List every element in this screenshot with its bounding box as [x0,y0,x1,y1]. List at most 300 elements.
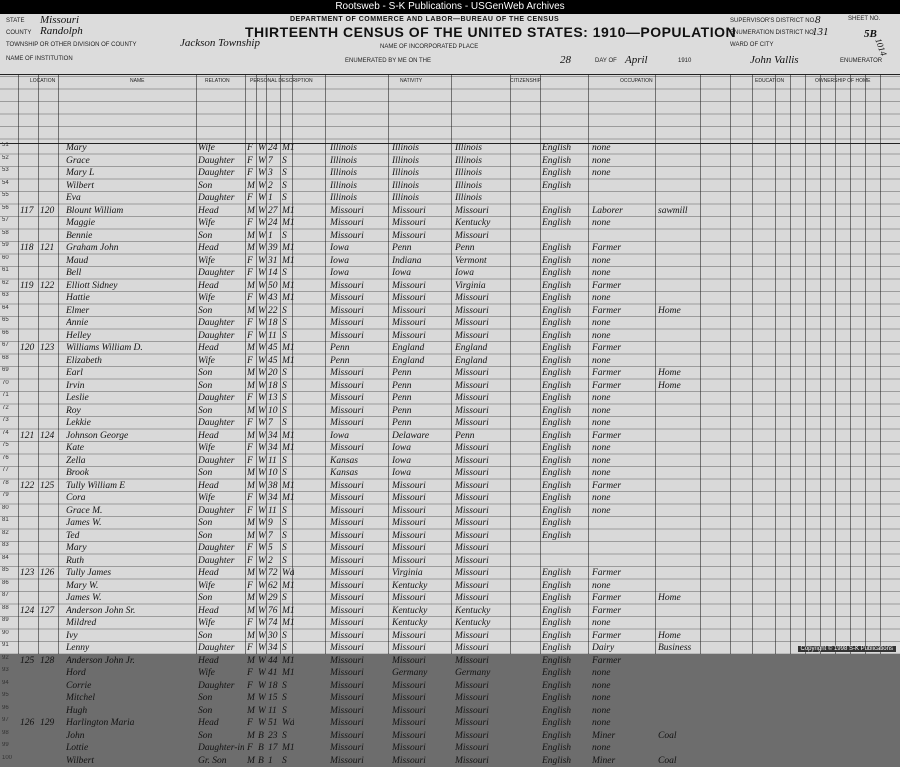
sex: M [247,755,256,767]
relation: Son [198,380,244,393]
state-label: STATE [6,18,24,24]
birthplace: Illinois [330,192,388,205]
relation: Head [198,205,244,218]
table-row [0,242,900,255]
table-row [0,305,900,318]
industry: Home [658,592,700,605]
sex: F [247,505,256,518]
language: English [542,492,588,505]
race: W [258,430,266,443]
language: English [542,667,588,680]
marital-status: M1 [282,205,294,218]
birthplace: Missouri [330,492,388,505]
occupation: none [592,617,654,630]
marital-status: S [282,380,294,393]
table-row [0,205,900,218]
line-number: 66 [2,330,16,336]
age: 34 [268,492,280,505]
person-name: Maggie [66,217,194,230]
mother-birthplace: Missouri [455,492,510,505]
age: 20 [268,367,280,380]
sex: M [247,705,256,718]
relation: Daughter [198,267,244,280]
father-birthplace: Virginia [392,567,450,580]
relation: Daughter [198,192,244,205]
relation: Daughter [198,330,244,343]
relation: Wife [198,255,244,268]
birthplace: Missouri [330,292,388,305]
mother-birthplace: Missouri [455,592,510,605]
age: 2 [268,180,280,193]
sex: M [247,242,256,255]
column-header-band [0,74,900,144]
marital-status: M1 [282,655,294,668]
enumerator-label: ENUMERATOR [840,58,882,64]
mother-birthplace: Illinois [455,155,510,168]
marital-status: Wd [282,567,294,580]
father-birthplace: Illinois [392,142,450,155]
occupation: none [592,255,654,268]
race: W [258,155,266,168]
race: W [258,567,266,580]
mother-birthplace: Virginia [455,280,510,293]
table-row [0,405,900,418]
person-name: Helley [66,330,194,343]
father-birthplace: Penn [392,405,450,418]
industry: Business [658,642,700,655]
age: 13 [268,392,280,405]
sex: F [247,167,256,180]
race: W [258,692,266,705]
father-birthplace: Missouri [392,317,450,330]
mother-birthplace: Germany [455,667,510,680]
mother-birthplace: Penn [455,242,510,255]
marital-status: S [282,305,294,318]
relation: Wife [198,292,244,305]
birthplace: Missouri [330,317,388,330]
census-title: THIRTEENTH CENSUS OF THE UNITED STATES: 1910—POPULATION [245,24,736,40]
father-birthplace: Missouri [392,717,450,730]
marital-status: S [282,330,294,343]
father-birthplace: Missouri [392,505,450,518]
father-birthplace: Missouri [392,692,450,705]
mother-birthplace: Illinois [455,180,510,193]
occupation: none [592,667,654,680]
person-name: Anderson John Jr. [66,655,194,668]
language: English [542,142,588,155]
institution-label: NAME OF INSTITUTION [6,56,73,62]
county-value: Randolph [40,25,83,37]
father-birthplace: Indiana [392,255,450,268]
relation: Son [198,630,244,643]
marital-status: M1 [282,617,294,630]
age: 7 [268,417,280,430]
line-number: 86 [2,580,16,586]
industry: sawmill [658,205,700,218]
table-row [0,605,900,618]
table-row [0,367,900,380]
sex: F [247,580,256,593]
person-name: Corrie [66,680,194,693]
occupation: none [592,717,654,730]
person-name: Hugh [66,705,194,718]
table-row [0,267,900,280]
sheet-header [0,14,900,74]
table-row [0,180,900,193]
relation: Son [198,230,244,243]
occupation: Farmer [592,567,654,580]
occupation: none [592,705,654,718]
line-number: 95 [2,692,16,698]
father-birthplace: Missouri [392,492,450,505]
enumerated-month: April [625,54,648,66]
person-name: Grace [66,155,194,168]
family-number: 129 [40,717,58,730]
language: English [542,530,588,543]
person-name: Kate [66,442,194,455]
marital-status: M1 [282,480,294,493]
mother-birthplace: Missouri [455,505,510,518]
birthplace: Missouri [330,705,388,718]
language: English [542,642,588,655]
family-number: 122 [40,280,58,293]
relation: Head [198,717,244,730]
table-row [0,492,900,505]
occupation: none [592,155,654,168]
enumerated-day: 28 [560,54,571,66]
line-number: 61 [2,267,16,273]
person-name: Elizabeth [66,355,194,368]
language: English [542,455,588,468]
supervisor-value: 8 [815,14,821,26]
sex: F [247,680,256,693]
department-heading: DEPARTMENT OF COMMERCE AND LABOR—BUREAU OF THE CENSUS [290,16,559,23]
father-birthplace: Missouri [392,205,450,218]
family-number: 123 [40,342,58,355]
sex: F [247,217,256,230]
sex: F [247,267,256,280]
birthplace: Iowa [330,430,388,443]
race: W [258,605,266,618]
day-of-label: DAY OF [595,58,617,64]
marital-status: M1 [282,280,294,293]
age: 76 [268,605,280,618]
race: B [258,742,266,755]
sex: F [247,642,256,655]
language: English [542,480,588,493]
person-name: Roy [66,405,194,418]
age: 34 [268,442,280,455]
birthplace: Missouri [330,230,388,243]
language: English [542,305,588,318]
language: English [542,405,588,418]
dwelling-number: 124 [20,605,38,618]
line-number: 65 [2,317,16,323]
father-birthplace: Missouri [392,730,450,743]
relation: Wife [198,580,244,593]
occupation: none [592,317,654,330]
language: English [542,605,588,618]
relation: Daughter [198,167,244,180]
sex: M [247,567,256,580]
sheet-label: SHEET NO. [848,16,880,22]
language: English [542,242,588,255]
relation: Wife [198,355,244,368]
language: English [542,755,588,767]
line-number: 70 [2,380,16,386]
person-name: Mary W. [66,580,194,593]
race: W [258,192,266,205]
language: English [542,705,588,718]
birthplace: Missouri [330,442,388,455]
marital-status: M1 [282,430,294,443]
sex: M [247,467,256,480]
age: 51 [268,717,280,730]
age: 22 [268,305,280,318]
occupation: Farmer [592,630,654,643]
marital-status: S [282,467,294,480]
race: W [258,380,266,393]
person-name: Ted [66,530,194,543]
marital-status: M1 [282,355,294,368]
sex: F [247,667,256,680]
line-number: 53 [2,167,16,173]
birthplace: Missouri [330,392,388,405]
line-number: 88 [2,605,16,611]
father-birthplace: Penn [392,417,450,430]
table-row [0,630,900,643]
father-birthplace: Missouri [392,517,450,530]
father-birthplace: Missouri [392,230,450,243]
relation: Daughter [198,642,244,655]
person-name: Mary [66,142,194,155]
person-name: Maud [66,255,194,268]
age: 17 [268,742,280,755]
birthplace: Missouri [330,692,388,705]
dwelling-number: 120 [20,342,38,355]
marital-status: S [282,592,294,605]
marital-status: S [282,542,294,555]
birthplace: Penn [330,355,388,368]
marital-status: S [282,705,294,718]
line-number: 58 [2,230,16,236]
col-personal-description: PERSONAL DESCRIPTION [250,78,313,84]
race: W [258,417,266,430]
language: English [542,630,588,643]
industry: Home [658,367,700,380]
person-name: Elmer [66,305,194,318]
line-number: 79 [2,492,16,498]
sex: M [247,605,256,618]
person-name: Wilbert [66,180,194,193]
language: English [542,280,588,293]
year: 1910 [678,58,691,64]
line-number: 55 [2,192,16,198]
age: 34 [268,430,280,443]
race: W [258,217,266,230]
occupation: none [592,292,654,305]
race: W [258,305,266,318]
person-name: Tully William E [66,480,194,493]
marital-status: S [282,192,294,205]
father-birthplace: Illinois [392,167,450,180]
line-number: 100 [2,755,16,761]
table-row [0,280,900,293]
supervisor-label: SUPERVISOR'S DISTRICT NO. [730,18,816,24]
race: W [258,167,266,180]
language: English [542,730,588,743]
person-name: Ivy [66,630,194,643]
line-number: 94 [2,680,16,686]
occupation: none [592,580,654,593]
sex: F [247,330,256,343]
dwelling-number: 117 [20,205,38,218]
language: English [542,217,588,230]
line-number: 68 [2,355,16,361]
table-row [0,705,900,718]
language: English [542,442,588,455]
race: W [258,580,266,593]
mother-birthplace: Missouri [455,330,510,343]
relation: Daughter [198,555,244,568]
occupation: none [592,442,654,455]
occupation: none [592,455,654,468]
col-ownership: OWNERSHIP OF HOME [815,78,870,84]
age: 45 [268,355,280,368]
mother-birthplace: Missouri [455,417,510,430]
age: 18 [268,380,280,393]
relation: Son [198,517,244,530]
person-name: Annie [66,317,194,330]
father-birthplace: Missouri [392,280,450,293]
race: W [258,392,266,405]
sex: M [247,530,256,543]
birthplace: Missouri [330,330,388,343]
birthplace: Missouri [330,605,388,618]
language: English [542,505,588,518]
table-row [0,542,900,555]
age: 41 [268,667,280,680]
marital-status: S [282,230,294,243]
marital-status: Wd [282,717,294,730]
occupation: none [592,680,654,693]
relation: Son [198,592,244,605]
relation: Head [198,342,244,355]
father-birthplace: Illinois [392,192,450,205]
language: English [542,255,588,268]
language: English [542,292,588,305]
line-number: 77 [2,467,16,473]
age: 18 [268,317,280,330]
father-birthplace: Missouri [392,655,450,668]
birthplace: Missouri [330,280,388,293]
mother-birthplace: Missouri [455,542,510,555]
father-birthplace: Missouri [392,530,450,543]
father-birthplace: Illinois [392,155,450,168]
table-row [0,580,900,593]
family-number: 128 [40,655,58,668]
person-name: Lenny [66,642,194,655]
sex: M [247,305,256,318]
occupation: none [592,330,654,343]
person-name: Irvin [66,380,194,393]
line-number: 75 [2,442,16,448]
language: English [542,430,588,443]
father-birthplace: Missouri [392,292,450,305]
enumerated-label: ENUMERATED BY ME ON THE [345,58,431,64]
mother-birthplace: Missouri [455,642,510,655]
birthplace: Iowa [330,267,388,280]
table-row [0,755,900,767]
occupation: none [592,355,654,368]
sex: F [247,355,256,368]
race: W [258,542,266,555]
father-birthplace: Missouri [392,705,450,718]
mother-birthplace: Missouri [455,467,510,480]
father-birthplace: Missouri [392,217,450,230]
line-number: 62 [2,280,16,286]
language: English [542,467,588,480]
occupation: Farmer [592,605,654,618]
sex: M [247,342,256,355]
occupation: none [592,167,654,180]
relation: Daughter [198,392,244,405]
table-row [0,592,900,605]
marital-status: S [282,180,294,193]
line-number: 87 [2,592,16,598]
mother-birthplace: Penn [455,430,510,443]
table-row [0,530,900,543]
age: 62 [268,580,280,593]
table-row [0,642,900,655]
table-row [0,255,900,268]
father-birthplace: Illinois [392,180,450,193]
sex: M [247,517,256,530]
mother-birthplace: Missouri [455,730,510,743]
marital-status: M1 [282,292,294,305]
line-number: 83 [2,542,16,548]
table-row [0,567,900,580]
race: W [258,680,266,693]
line-number: 56 [2,205,16,211]
language: English [542,567,588,580]
person-name: Lekkie [66,417,194,430]
person-name: Ruth [66,555,194,568]
person-name: Johnson George [66,430,194,443]
table-row [0,455,900,468]
age: 50 [268,280,280,293]
family-number: 126 [40,567,58,580]
father-birthplace: Penn [392,380,450,393]
person-name: Lottie [66,742,194,755]
father-birthplace: Iowa [392,267,450,280]
mother-birthplace: Missouri [455,580,510,593]
relation: Daughter [198,317,244,330]
sex: F [247,542,256,555]
table-row [0,480,900,493]
occupation: Dairy [592,642,654,655]
birthplace: Missouri [330,405,388,418]
table-row [0,742,900,755]
birthplace: Missouri [330,630,388,643]
table-row [0,655,900,668]
sex: F [247,142,256,155]
mother-birthplace: Missouri [455,292,510,305]
father-birthplace: Delaware [392,430,450,443]
occupation: Laborer [592,205,654,218]
father-birthplace: Penn [392,367,450,380]
birthplace: Missouri [330,542,388,555]
